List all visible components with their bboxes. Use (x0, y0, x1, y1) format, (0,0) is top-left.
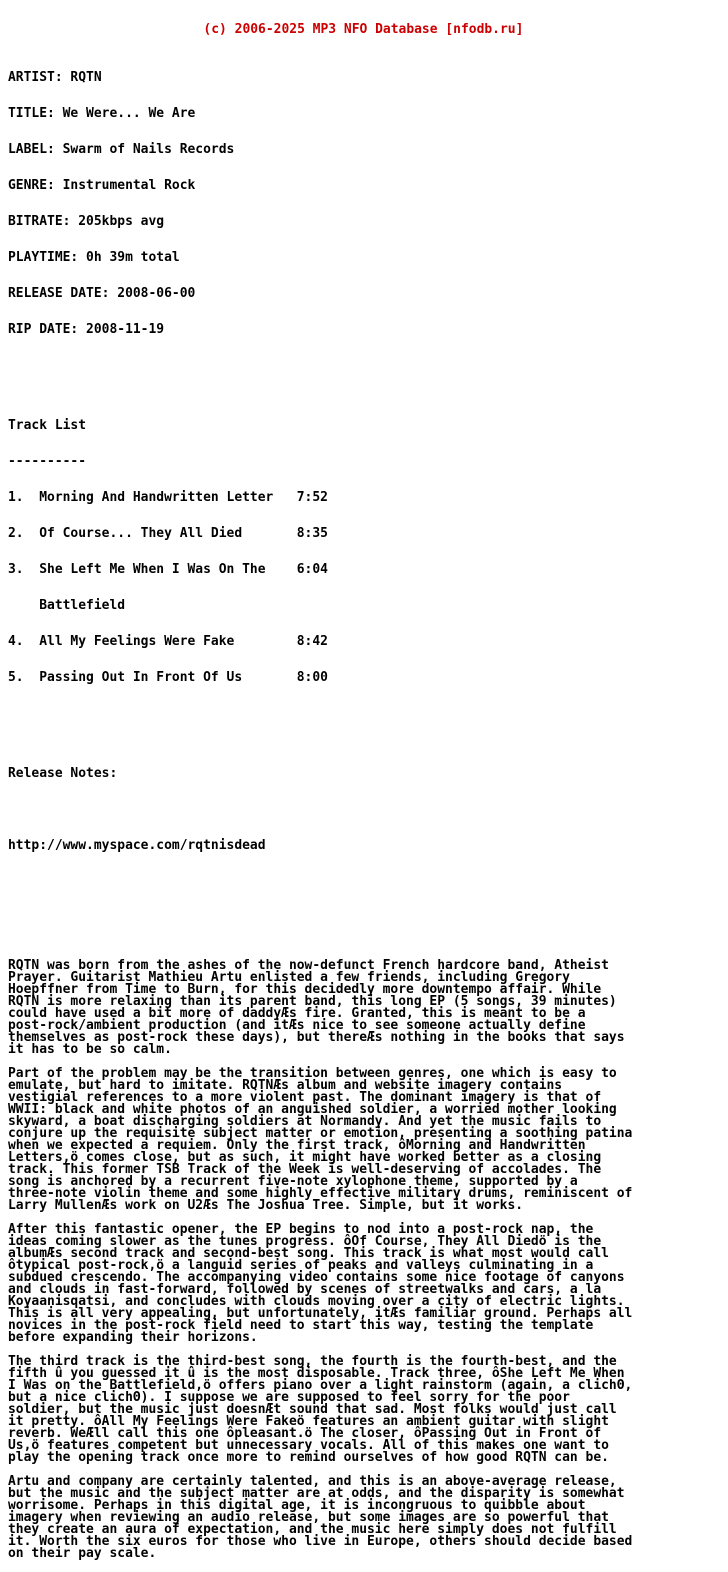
track-row: 1. Morning And Handwritten Letter 7:52 (8, 490, 328, 505)
rip-date-line: RIP DATE: 2008-11-19 (8, 322, 165, 337)
blank-line (8, 372, 719, 384)
review-line: Prayer. Guitarist Mathieu Artu enlisted a few friends, including Gregory (8, 970, 570, 985)
release-date-line: RELEASE DATE: 2008-06-00 (8, 286, 196, 301)
tracklist-rule: ---------- (8, 454, 87, 469)
title-line: TITLE: We Were... We Are (8, 106, 196, 121)
review-line: imagery when reviewing an audio release, but some images are so powerful that (8, 1510, 609, 1525)
review-line: emulate, but hard to imitate. RQTNÆs album and website imagery contains (8, 1078, 563, 1093)
review-line: Artu and company are certainly talented, and this is an above-average release, (8, 1474, 617, 1489)
review-paragraph (8, 1476, 719, 1560)
review-line: albumÆs second track and second-best song. This track is what most would call (8, 1246, 609, 1261)
review-line: ôtypical post-rock,ö a languid series of peaks and valleys culminating in a (8, 1258, 594, 1273)
review-paragraph (8, 1224, 719, 1344)
blank-line (8, 720, 719, 732)
review-line: conjure up the requisite subject matter or emotion, presenting a soothing patina (8, 1126, 633, 1141)
review-line: I Was on the Battlefield,ö offers piano over a light rainstorm (again, a clichΘ, (8, 1378, 633, 1393)
track-row: 4. All My Feelings Were Fake 8:42 (8, 634, 328, 649)
tracklist-heading: Track List (8, 418, 87, 433)
review-line: before expanding their horizons. (8, 1330, 258, 1345)
nfo-document (8, 0, 719, 1572)
review-line: worrisome. Perhaps in this digital age, it is incongruous to quibble about (8, 1498, 586, 1513)
release-notes-heading: Release Notes: (8, 766, 118, 781)
review-line: themselves as post-rock these days), but thereÆs nothing in the books that says (8, 1030, 625, 1045)
review-line: Koyaanisqatsi, and concludes with clouds moving over a city of electric lights. (8, 1294, 625, 1309)
review-line: vestigial references to a more violent past. The dominant imagery is that of (8, 1090, 602, 1105)
review-line: post-rock/ambient production (and itÆs nice to see someone actually define (8, 1018, 586, 1033)
review-line: when we expected a requiem. Only the first track, ôMorning and Handwritten (8, 1138, 586, 1153)
review-line: This is all very appealing, but unfortunately, itÆs familiar ground. Perhaps all (8, 1306, 633, 1321)
artist-line: ARTIST: RQTN (8, 70, 102, 85)
review-line: but a nice clichΘ). I suppose we are supposed to feel sorry for the poor (8, 1390, 570, 1405)
review-line: fifth û you guessed it û is the most disposable. Track three, ôShe Left Me When (8, 1366, 625, 1381)
track-row-continuation: Battlefield (8, 598, 126, 613)
review-line: WWII: black and white photos of an anguished soldier, a worried mother looking (8, 1102, 617, 1117)
review-line: and clouds in fast-forward, followed by scenes of streetwalks and cars, a la (8, 1282, 602, 1297)
review-line: Letters,ö comes close, but as such, it might have worked better as a closing (8, 1150, 602, 1165)
blank-line (8, 804, 719, 816)
track-row: 2. Of Course... They All Died 8:35 (8, 526, 328, 541)
review-line: Part of the problem may be the transition between genres, one which is easy to (8, 1066, 617, 1081)
blank-line (8, 876, 719, 888)
review-body (8, 960, 719, 1560)
review-line: three-note violin theme and some highly effective military drums, reminiscent of (8, 1186, 633, 1201)
review-line: Larry MullenÆs work on U2Æs The Joshua Tree. Simple, but it works. (8, 1198, 524, 1213)
review-line: The third track is the third-best song, the fourth is the fourth-best, and the (8, 1354, 617, 1369)
review-line: ideas coming slower as the tunes progress. ôOf Course, They All Diedö is the (8, 1234, 602, 1249)
blank-line (8, 1212, 719, 1224)
review-line: Hoepffner from Time to Burn, for this decidedly more downtempo affair. While (8, 982, 602, 997)
blank-line (8, 1344, 719, 1356)
review-line: track. This former TSB Track of the Week is well-deserving of accolades. The (8, 1162, 602, 1177)
genre-line: GENRE: Instrumental Rock (8, 178, 196, 193)
review-line: it has to be so calm. (8, 1042, 172, 1057)
review-line: on their pay scale. (8, 1546, 157, 1561)
review-line: play the opening track once more to remind ourselves of how good RQTN can be. (8, 1450, 609, 1465)
myspace-url: http://www.myspace.com/rqtnisdead (8, 838, 266, 853)
review-line: RQTN was born from the ashes of the now-defunct French hardcore band, Atheist (8, 958, 609, 973)
blank-line (8, 912, 719, 924)
review-line: soldier, but the music just doesnÆt sound that sad. Most folks would just call (8, 1402, 617, 1417)
review-line: could have used a bit more of daddyÆs fire. Granted, this is meant to be a (8, 1006, 586, 1021)
track-row: 5. Passing Out In Front Of Us 8:00 (8, 670, 328, 685)
review-line: novices in the post-rock field need to start this way, testing the template (8, 1318, 594, 1333)
playtime-line: PLAYTIME: 0h 39m total (8, 250, 180, 265)
review-line: skyward, a boat discharging soldiers at Normandy. And yet the music fails to (8, 1114, 602, 1129)
review-paragraph (8, 960, 719, 1056)
review-paragraph (8, 1068, 719, 1212)
review-line: it pretty. ôAll My Feelings Were Fakeö features an ambient guitar with slight (8, 1414, 609, 1429)
review-line: Us,ö features competent but unnecessary vocals. All of this makes one want to (8, 1438, 609, 1453)
review-line: RQTN is more relaxing than its parent band, this long EP (5 songs, 39 minutes) (8, 994, 617, 1009)
review-paragraph (8, 1356, 719, 1464)
review-line: reverb. WeÆll call this one ôpleasant.ö The closer, ôPassing Out in Front of (8, 1426, 602, 1441)
label-line: LABEL: Swarm of Nails Records (8, 142, 235, 157)
copyright-banner: (c) 2006-2025 MP3 NFO Database [nfodb.ru] (203, 22, 524, 37)
review-line: but the music and the subject matter are at odds, and the disparity is somewhat (8, 1486, 625, 1501)
review-line: subdued crescendo. The accompanying video contains some nice footage of canyons (8, 1270, 625, 1285)
review-line: it. Worth the six euros for those who live in Europe, others should decide based (8, 1534, 633, 1549)
bitrate-line: BITRATE: 205kbps avg (8, 214, 165, 229)
review-line: After this fantastic opener, the EP begins to nod into a post-rock nap, the (8, 1222, 594, 1237)
blank-line (8, 1056, 719, 1068)
blank-line (8, 1464, 719, 1476)
track-row: 3. She Left Me When I Was On The 6:04 (8, 562, 328, 577)
review-line: they create an aura of expectation, and the music here simply does not fulfill (8, 1522, 617, 1537)
review-line: song is anchored by a recurrent five-note xylophone theme, supported by a (8, 1174, 578, 1189)
